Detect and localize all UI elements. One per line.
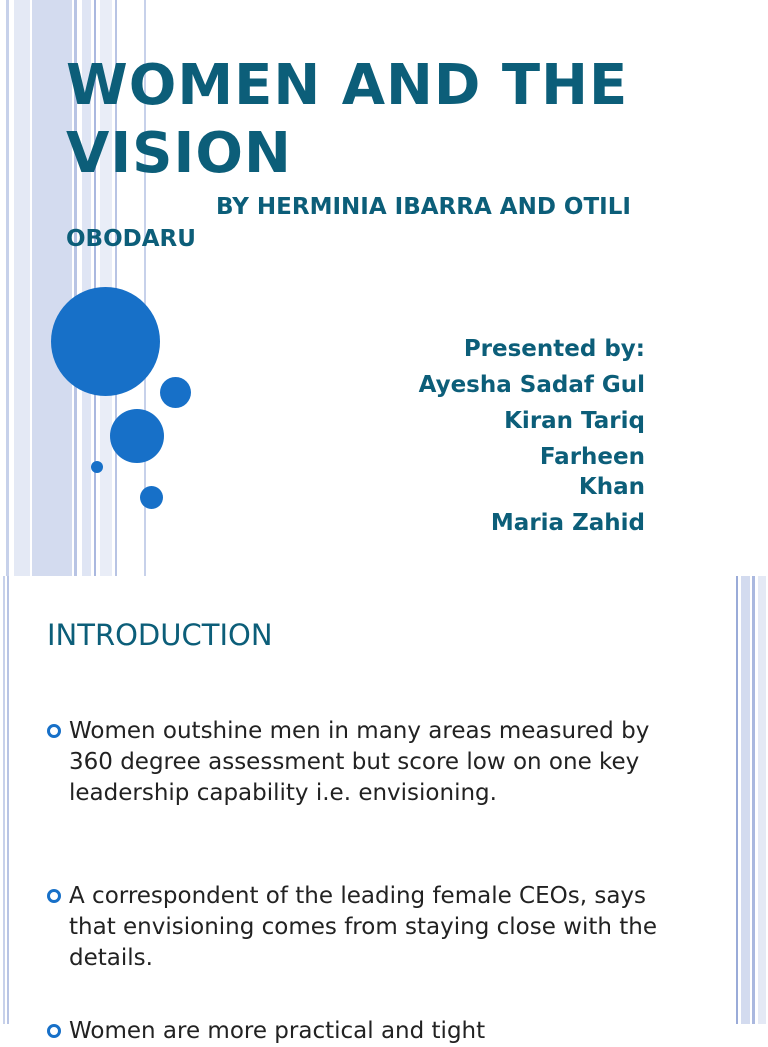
tiny-circle-icon: [91, 461, 103, 473]
slide-byline: BY HERMINIA IBARRA AND OTILI OBODARU: [66, 194, 631, 252]
bullet-text: Women outshine men in many areas measured by 360 degree assessment but score low on one key leadership capability i.e. envisioning.: [69, 718, 650, 806]
bullet-text: Women are more practical and tight: [69, 1018, 486, 1044]
small-circle-icon: [160, 377, 191, 408]
bullet-text: A correspondent of the leading female CEOs, says that envisioning comes from staying close with the details.: [69, 883, 658, 971]
hollow-circle-bullet-icon: [47, 1024, 61, 1038]
introduction-slide: [0, 576, 768, 1044]
slide-title: INTRODUCTION: [47, 618, 273, 652]
medium-circle-icon: [110, 409, 164, 463]
presented-by-label: Presented by:: [463, 336, 645, 362]
presenters-block: [360, 334, 645, 544]
decorative-stripes-right: [732, 576, 768, 1024]
large-circle-icon: [51, 287, 160, 396]
presenter-name: Ayesha Sadaf Gul: [418, 372, 645, 398]
small-circle-icon: [140, 486, 163, 509]
decorative-stripes-left: [0, 576, 10, 1024]
hollow-circle-bullet-icon: [47, 889, 61, 903]
presenter-name: Farheen Khan: [539, 444, 645, 500]
slide-title: WOMEN AND THE VISION: [66, 53, 629, 186]
presenter-name: Kiran Tariq: [504, 408, 645, 434]
presenter-name: Maria Zahid: [490, 510, 645, 536]
hollow-circle-bullet-icon: [47, 724, 61, 738]
